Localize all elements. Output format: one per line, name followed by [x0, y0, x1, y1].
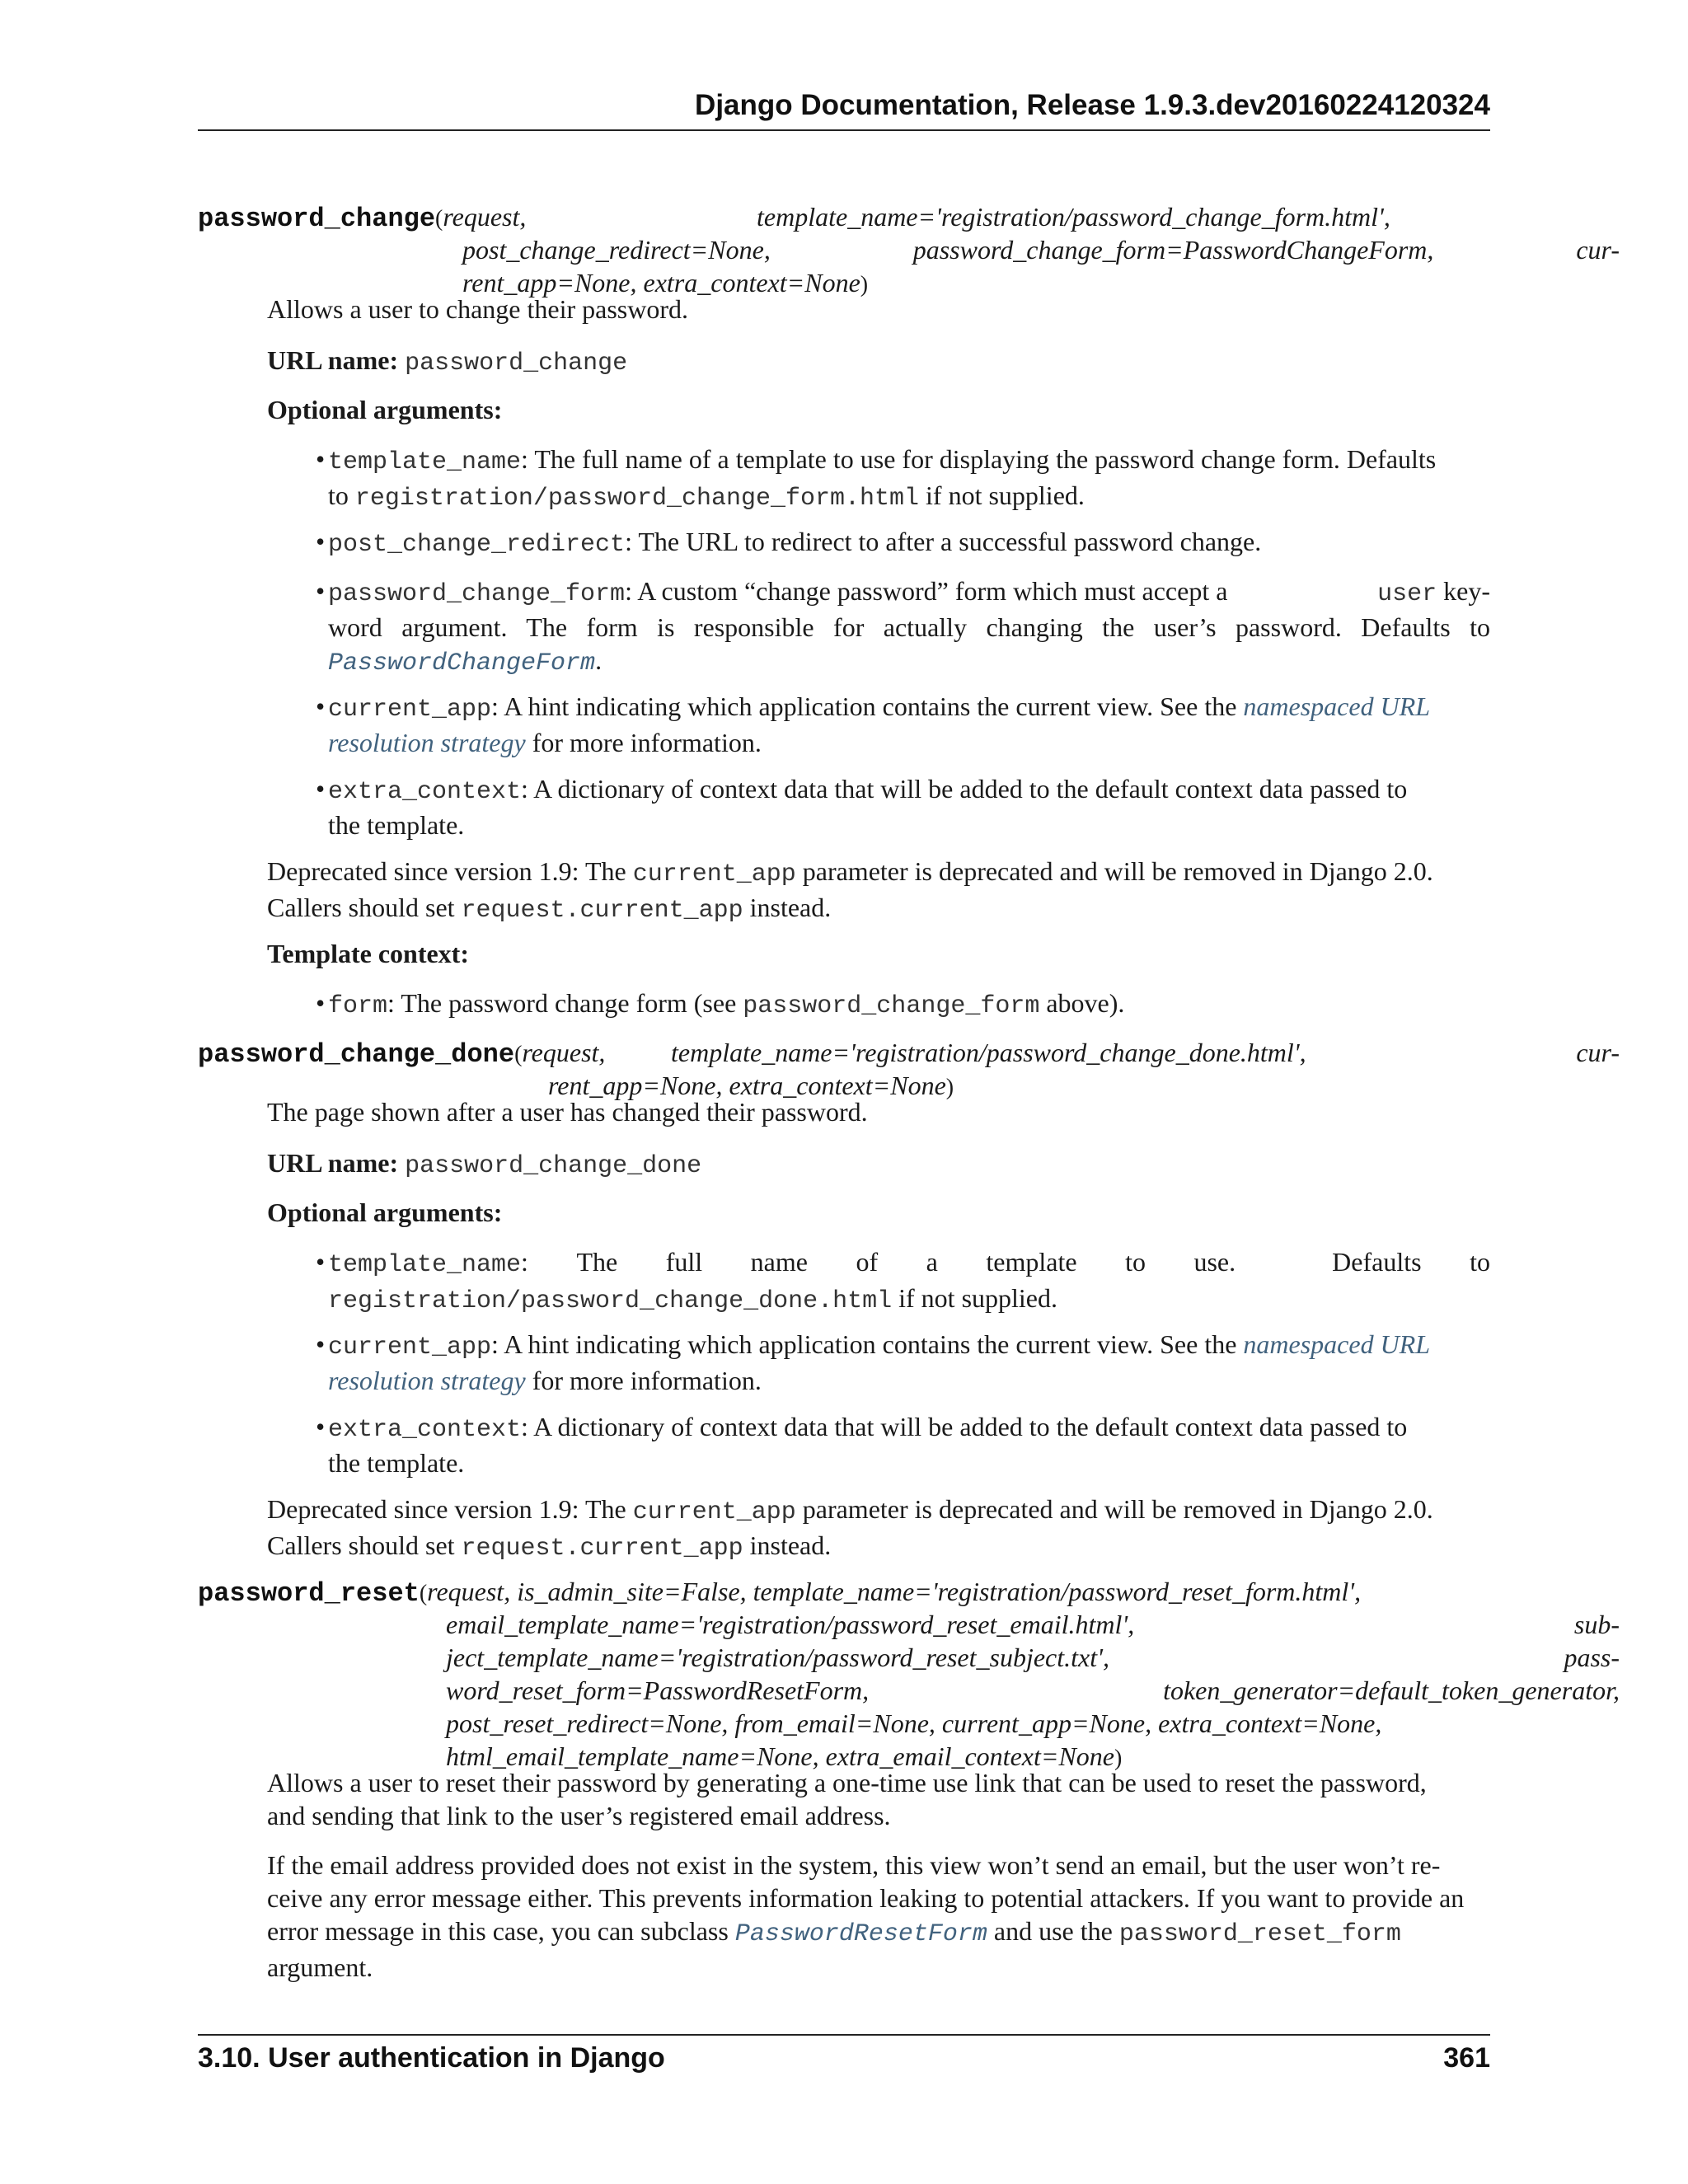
- function-name: password_change_done: [198, 1039, 515, 1070]
- sig-line: word_reset_form=PasswordResetForm, token_generator=default_token_generator,: [446, 1675, 1620, 1705]
- sig-line: template_name='registration/password_change_done.html', cur-: [671, 1038, 1620, 1067]
- argument-item: • current_app: A hint indicating which application contains the current view. See the namespaced URL resolution strategy for more information.: [316, 691, 1431, 757]
- deprecation-note: Deprecated since version 1.9: The current_app parameter is deprecated and will be removed in Django 2.0. Callers should set request.current_app instead.: [267, 856, 1433, 925]
- optional-arguments-heading: Optional arguments:: [267, 395, 503, 424]
- argument-item: • template_name: The full name of a template to use for displaying the password change form. Defaults to registration/password_change_form.html if not supplied.: [316, 444, 1437, 513]
- page-number: 361: [1443, 2042, 1490, 2074]
- function-description: Allows a user to reset their password by generating a one-time use link that can be used to reset the password, and sending that link to the user’s registered email address.: [267, 1768, 1427, 1830]
- argument-item: • extra_context: A dictionary of context data that will be added to the default context data passed to the template.: [316, 1412, 1408, 1478]
- sig-arg: template_name='registration/password_change_form.html',: [757, 202, 1390, 232]
- template-context-heading: Template context:: [267, 939, 469, 968]
- sig-line: post_change_redirect=None, password_change_form=PasswordChangeForm, cur-: [462, 235, 1620, 265]
- namespaced-url-link[interactable]: namespaced URL: [1243, 691, 1431, 721]
- sig-line: ject_template_name='registration/password_reset_subject.txt', pass-: [446, 1643, 1620, 1672]
- function-name: password_reset: [198, 1578, 420, 1609]
- argument-item: • post_change_redirect: The URL to redirect to after a successful password change.: [316, 527, 1262, 559]
- namespaced-url-link[interactable]: namespaced URL: [1243, 1329, 1431, 1359]
- password-reset-form-link[interactable]: PasswordResetForm: [734, 1920, 987, 1948]
- namespaced-url-link[interactable]: resolution strategy: [328, 728, 526, 757]
- function-description: The page shown after a user has changed their password.: [267, 1097, 868, 1127]
- running-header: Django Documentation, Release 1.9.3.dev20160224120324: [695, 89, 1490, 121]
- argument-item: • template_name: The full name of a template to use. Defaults to registration/password_change_done.html if not supplied.: [316, 1247, 1490, 1315]
- function-description: If the email address provided does not exist in the system, this view won’t send an email, but the user won’t re- ceive any error message either. This prevents information leaking to potential attackers. If you want to provide an error message in this case, you can subclass PasswordResetForm and use the password_reset_form argument.: [267, 1850, 1465, 1982]
- footer-section-title: 3.10. User authentication in Django: [198, 2042, 665, 2074]
- function-description: Allows a user to change their password.: [267, 294, 688, 324]
- password-change-signature: password_change(request,: [198, 202, 527, 234]
- context-item: • form: The password change form (see password_change_form above).: [316, 988, 1125, 1020]
- sig-line: html_email_template_name=None, extra_email_context=None): [446, 1741, 1123, 1771]
- sig-line: rent_app=None, extra_context=None): [462, 268, 869, 298]
- namespaced-url-link[interactable]: resolution strategy: [328, 1366, 526, 1395]
- argument-item: • extra_context: A dictionary of context data that will be added to the default context data passed to the template.: [316, 774, 1408, 840]
- deprecation-note: Deprecated since version 1.9: The current_app parameter is deprecated and will be removed in Django 2.0. Callers should set request.current_app instead.: [267, 1494, 1433, 1563]
- header-rule: [198, 129, 1490, 131]
- function-name: password_change: [198, 204, 436, 234]
- password-change-form-link[interactable]: PasswordChangeForm: [328, 649, 596, 677]
- sig-line: post_reset_redirect=None, from_email=None, current_app=None, extra_context=None,: [446, 1708, 1382, 1738]
- password-change-done-signature: password_change_done(request,: [198, 1038, 606, 1070]
- optional-arguments-heading: Optional arguments:: [267, 1197, 503, 1227]
- password-reset-signature: password_reset(request, is_admin_site=False, template_name='registration/password_reset_form.html',: [198, 1577, 1362, 1609]
- sig-line: rent_app=None, extra_context=None): [548, 1071, 954, 1100]
- sig-arg: request: [443, 202, 520, 232]
- argument-item: • password_change_form: A custom “change password” form which must accept a user key- word argument. The form is responsible for actually changing the user’s password. Defaults to PasswordChangeForm.: [316, 576, 1490, 677]
- url-name-row: URL name: password_change_done: [267, 1148, 702, 1180]
- argument-item: • current_app: A hint indicating which application contains the current view. See the namespaced URL resolution strategy for more information.: [316, 1329, 1431, 1395]
- footer-rule: [198, 2034, 1490, 2036]
- document-page: [198, 0, 1620, 2184]
- sig-line: email_template_name='registration/password_reset_email.html', sub-: [446, 1610, 1620, 1639]
- spread-line: template_name: The full name of a template to use. Defaults to: [328, 1247, 1490, 1279]
- url-name-row: URL name: password_change: [267, 345, 628, 377]
